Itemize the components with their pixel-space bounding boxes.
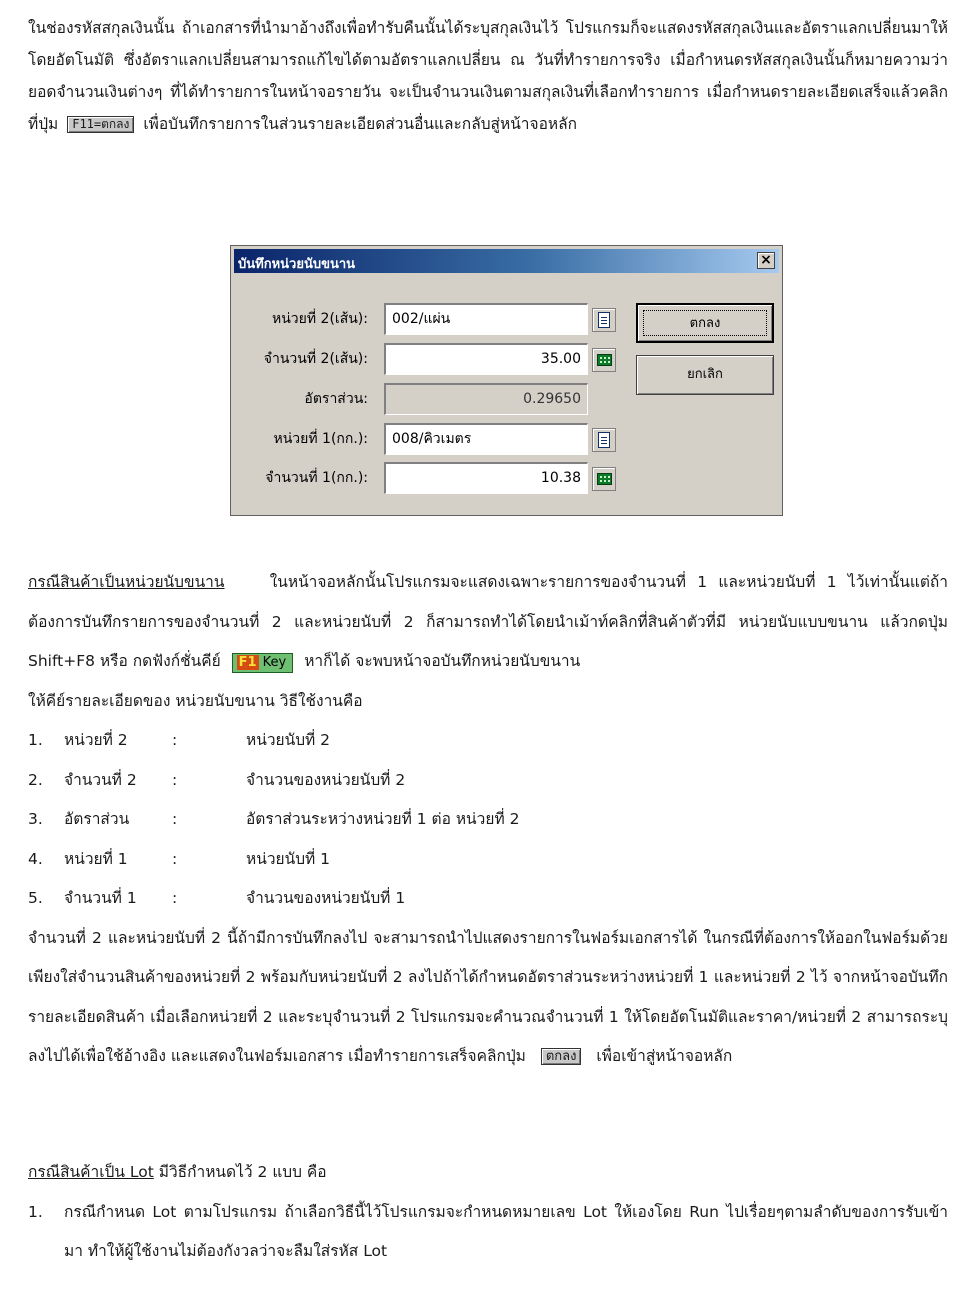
parallel-detail-text: จำนวนที่ 2 และหน่วยนับที่ 2 นี้ถ้ามีการบันทึกลงไป จะสามารถนำไปแสดงรายการในฟอร์มเอกสารได้ ในกรณีที่ต้องการให้ออกในฟอร์มด้วย เพียงใส่จำนวนสินค้าของหน่วยที่ 2 พร้อมกับหน่วยนับที่ 2 ลงไปถ้าได้กำหนดอัตราส่วนระหว่างหน่วยที่ 1 และหน่วยที่ 2 ไว้ จากหน้าจอบันทึกรายละเอียดสินค้า เมื่อเลือกหน่วยที่ 2 และระบุจำนวนที่ 2 โปรแกรมจะคำนวณจำนวนที่ 1 ให้โดยอัตโนมัติและราคา/หน่วยที่ 2 สามารถระบุลงไปได้เพื่อใช้อ้างอิง และแสดงในฟอร์มเอกสาร เมื่อทำรายการเสร็จคลิกปุ่ม <box>28 928 948 1065</box>
f1-key-label: F1 <box>238 655 257 670</box>
field-unit-2 <box>231 303 631 335</box>
intro-text-end: เพื่อบันทึกรายการในส่วนรายละเอียดส่วนอื่นและกลับสู่หน้าจอหลัก <box>143 115 577 133</box>
ok-button-label: ตกลง <box>643 310 767 336</box>
quantity-1-input[interactable]: 10.38 <box>384 462 588 494</box>
f1-key-icon <box>232 653 294 673</box>
parallel-text: ในหน้าจอหลักนั้นโปรแกรมจะแสดงเฉพาะรายการของจำนวนที่ 1 และหน่วยนับที่ 1 ไว้เท่านั้นแต่ถ้าต้องการบันทึกรายการของจำนวนที่ 2 และหน่วยนับที่ 2 ก็สามารถทำได้โดยนำเม้าท์คลิกที่สินค้าตัวที่มี หน่วยนับแบบขนาน แล้วกดปุ่ม Shift+F8 หรือ กดฟังก์ชั่นคีย์ <box>28 573 948 670</box>
f1-key-text: Key <box>262 655 287 670</box>
document-lookup-icon[interactable] <box>592 428 616 452</box>
field-quantity-2 <box>231 343 631 375</box>
ratio-input: 0.29650 <box>384 383 588 415</box>
close-icon: × <box>760 252 772 268</box>
list-item: 4. หน่วยที่ 1 : หน่วยนับที่ 1 <box>28 849 331 868</box>
parallel-instruction: ให้คีย์รายละเอียดของ หน่วยนับขนาน วิธีใช้งานคือ <box>28 691 363 710</box>
field-quantity-1 <box>231 462 631 494</box>
field-label: จำนวนที่ 2(เส้น): <box>263 351 368 367</box>
close-button[interactable] <box>757 252 775 269</box>
parallel-unit-dialog <box>230 245 783 516</box>
parallel-paragraph <box>28 563 948 682</box>
list-item: 1. หน่วยที่ 2 : หน่วยนับที่ 2 <box>28 731 331 749</box>
parallel-text-2: หาก็ได้ จะพบหน้าจอบันทึกหน่วยนับขนาน <box>304 652 581 670</box>
ok-key: ตกลง <box>541 1048 582 1065</box>
lot-item-1 <box>28 1193 948 1271</box>
calculator-icon[interactable] <box>592 467 616 491</box>
dialog-title: บันทึกหน่วยนับขนาน <box>238 257 356 272</box>
intro-paragraph <box>28 12 948 140</box>
lot-item-number: 1. <box>28 1202 43 1221</box>
field-label: อัตราส่วน: <box>304 391 368 407</box>
list-item: 3. อัตราส่วน : อัตราส่วนระหว่างหน่วยที่ 1 ต่อ หน่วยที่ 2 <box>28 810 520 828</box>
field-unit-1 <box>231 423 631 455</box>
field-ratio <box>231 383 631 415</box>
unit-1-input[interactable]: 008/คิวเมตร <box>384 423 588 455</box>
parallel-heading: กรณีสินค้าเป็นหน่วยนับขนาน <box>28 573 225 591</box>
lot-heading: กรณีสินค้าเป็น Lot <box>28 1163 154 1181</box>
quantity-2-input[interactable]: 35.00 <box>384 343 588 375</box>
parallel-detail-end: เพื่อเข้าสู่หน้าจอหลัก <box>596 1047 733 1065</box>
list-item: 2. จำนวนที่ 2 : จำนวนของหน่วยนับที่ 2 <box>28 770 406 789</box>
field-label: หน่วยที่ 2(เส้น): <box>272 311 368 327</box>
parallel-detail-paragraph <box>28 919 948 1077</box>
list-item: 5. จำนวนที่ 1 : จำนวนของหน่วยนับที่ 1 <box>28 889 406 907</box>
field-label: หน่วยที่ 1(กก.): <box>273 431 368 447</box>
lot-item-text: กรณีกำหนด Lot ตามโปรแกรม ถ้าเลือกวิธีนี้ไว้โปรแกรมจะกำหนดหมายเลข Lot ให้เองโดย Run ไปเรื่อยๆตามลำดับของการรับเข้ามา ทำให้ผู้ใช้งานไม่ต้องกังวลว่าจะลืมใส่รหัส Lot <box>64 1202 948 1260</box>
calculator-icon[interactable] <box>592 348 616 372</box>
field-definition-list <box>28 721 948 919</box>
ok-button[interactable] <box>636 303 774 343</box>
lot-text: มีวิธีกำหนดไว้ 2 แบบ คือ <box>158 1163 327 1181</box>
intro-text: ในช่องรหัสสกุลเงินนั้น ถ้าเอกสารที่นำมาอ้างถึงเพื่อทำรับคืนนั้นได้ระบุสกุลเงินไว้ โปรแกรมก็จะแสดงรหัสสกุลเงินและอัตราแลกเปลี่ยนมาให้โดยอัตโนมัติ ซึ่งอัตราแลกเปลี่ยนสามารถแก้ไขได้ตามอัตราแลกเปลี่ยน ณ วันที่ทำรายการจริง เมื่อกำหนดรหัสสกุลเงินนั้นก็หมายความว่า ยอดจำนวนเงินต่างๆ ที่ได้ทำรายการในหน้าจอรายวัน จะเป็นจำนวนเงินตามสกุลเงินที่เลือกทำรายการ เมื่อกำหนดรายละเอียดเสร็จแล้วคลิกที่ปุ่ม <box>28 19 948 133</box>
field-label: จำนวนที่ 1(กก.): <box>265 470 368 486</box>
cancel-button[interactable]: ยกเลิก <box>636 355 774 395</box>
f11-ok-key: F11=ตกลง <box>67 116 134 133</box>
document-lookup-icon[interactable] <box>592 308 616 332</box>
parallel-unit-section <box>28 563 948 1077</box>
lot-section <box>28 1153 948 1271</box>
unit-2-input[interactable]: 002/แผ่น <box>384 303 588 335</box>
lot-paragraph <box>28 1153 948 1193</box>
dialog-titlebar <box>234 249 779 273</box>
document-page <box>28 12 948 140</box>
